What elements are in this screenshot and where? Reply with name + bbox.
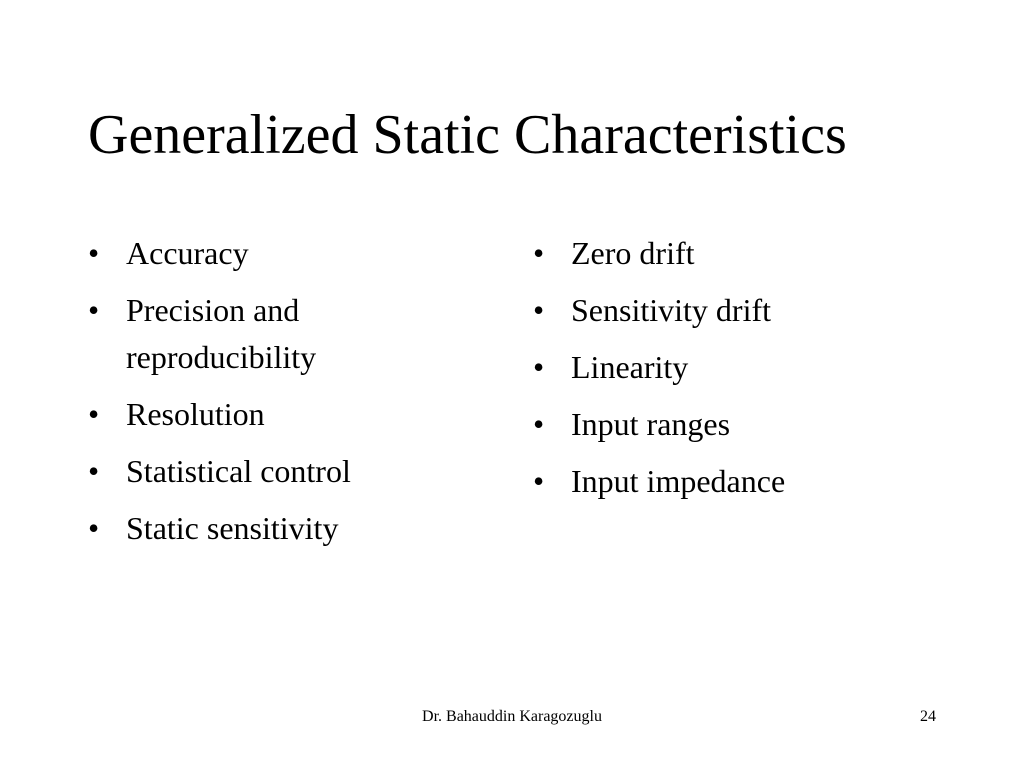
bullet-item-text: Statistical control [126,453,351,489]
bullet-item-input-impedance [533,458,953,505]
bullet-item-text: Accuracy [126,235,249,271]
bullet-icon: • [533,406,545,442]
bullet-icon: • [88,453,100,489]
bullet-item-linearity [533,344,953,391]
bullet-item-text: Sensitivity drift [571,292,771,328]
bullet-item-statistical-control [88,448,488,495]
bullet-item-text: Zero drift [571,235,695,271]
right-bullet-list [533,230,953,515]
bullet-icon: • [533,235,545,271]
bullet-item-accuracy [88,230,488,277]
bullet-item-static-sensitivity [88,505,488,552]
bullet-item-zero-drift [533,230,953,277]
bullet-icon: • [533,292,545,328]
bullet-item-precision [88,287,488,381]
bullet-icon: • [533,349,545,385]
bullet-item-text: Resolution [126,396,265,432]
bullet-item-text: Precision and reproducibility [126,292,317,375]
left-bullet-list [88,230,488,562]
bullet-icon: • [88,510,100,546]
bullet-item-text: Input impedance [571,463,786,499]
page-number: 24 [920,708,936,725]
bullet-icon: • [88,292,100,328]
bullet-icon: • [88,396,100,432]
bullet-item-sensitivity-drift [533,287,953,334]
bullet-item-text: Input ranges [571,406,731,442]
slide-title: Generalized Static Characteristics [88,104,847,166]
bullet-item-text: Linearity [571,349,689,385]
bullet-item-input-ranges [533,401,953,448]
bullet-item-resolution [88,391,488,438]
bullet-icon: • [533,463,545,499]
bullet-icon: • [88,235,100,271]
footer-author: Dr. Bahauddin Karagozuglu [422,708,602,725]
bullet-item-text: Static sensitivity [126,510,339,546]
